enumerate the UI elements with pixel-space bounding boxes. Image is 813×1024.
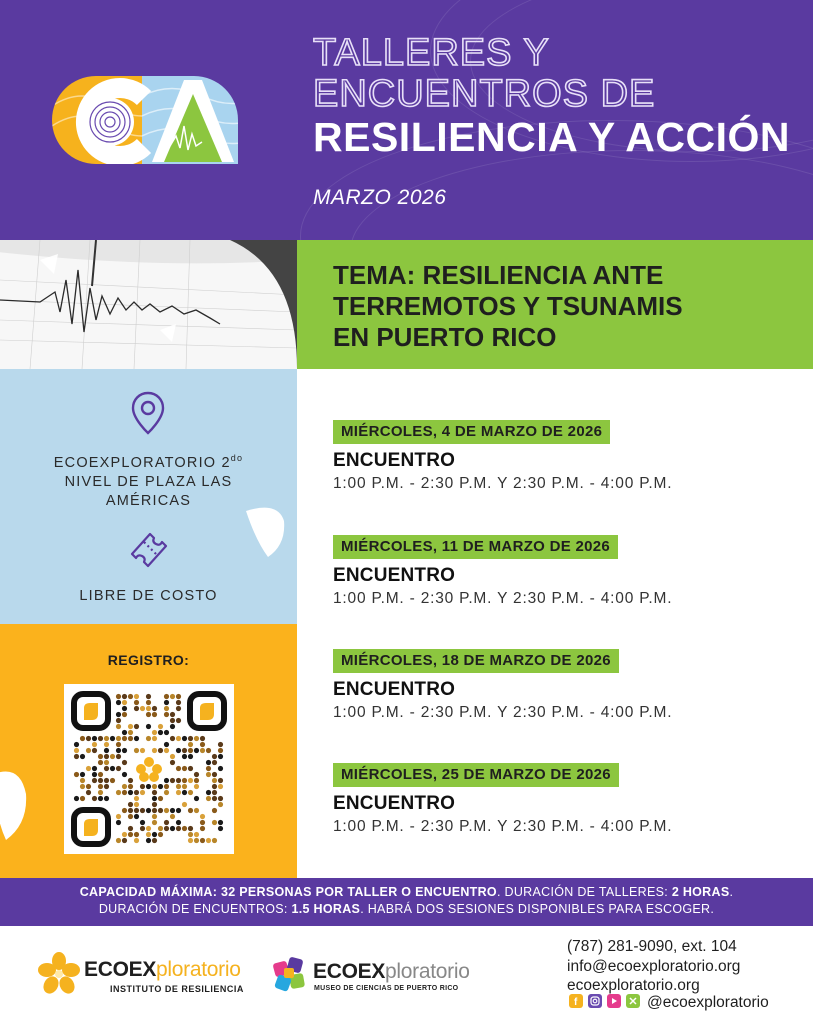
- qr-module: [86, 748, 91, 753]
- youtube-icon[interactable]: [607, 994, 621, 1008]
- qr-module: [206, 838, 211, 843]
- qr-module: [146, 712, 151, 717]
- qr-module: [182, 784, 187, 789]
- qr-module: [116, 748, 121, 753]
- qr-module: [146, 736, 151, 741]
- qr-module: [134, 808, 139, 813]
- location-line-1: ECOEXPLORATORIO $2^{do}$: [53, 453, 244, 471]
- qr-module: [182, 748, 187, 753]
- qr-module: [188, 736, 193, 741]
- qr-module: [188, 790, 193, 795]
- qr-module: [86, 784, 91, 789]
- qr-module: [206, 790, 211, 795]
- qr-module: [158, 784, 163, 789]
- qr-module: [122, 712, 127, 717]
- qr-center-logo: [134, 754, 164, 784]
- qr-module: [134, 700, 139, 705]
- qr-module: [122, 736, 127, 741]
- contact-website[interactable]: ecoexploratorio.org: [567, 977, 700, 994]
- qr-module: [188, 748, 193, 753]
- qr-module: [152, 820, 157, 825]
- qr-module: [188, 826, 193, 831]
- qr-module: [92, 736, 97, 741]
- qr-module: [128, 736, 133, 741]
- qr-module: [116, 694, 121, 699]
- qr-module: [158, 730, 163, 735]
- qr-module: [164, 712, 169, 717]
- qr-module: [146, 700, 151, 705]
- qr-module: [104, 784, 109, 789]
- qr-module: [134, 814, 139, 819]
- qr-module: [116, 700, 121, 705]
- qr-module: [80, 796, 85, 801]
- tema-title: [333, 260, 783, 353]
- session-2-date: MIÉRCOLES, 11 DE MARZO DE 2026: [333, 535, 618, 559]
- qr-module: [134, 694, 139, 699]
- qr-module: [176, 736, 181, 741]
- qr-module: [158, 748, 163, 753]
- qr-module: [122, 784, 127, 789]
- qr-module: [98, 790, 103, 795]
- qr-module: [152, 832, 157, 837]
- qr-module: [152, 706, 157, 711]
- qr-module: [92, 742, 97, 747]
- qr-module: [134, 796, 139, 801]
- qr-module: [80, 754, 85, 759]
- qr-module: [152, 730, 157, 735]
- qr-module: [116, 838, 121, 843]
- qr-module: [212, 784, 217, 789]
- qr-module: [188, 838, 193, 843]
- qr-module: [164, 778, 169, 783]
- session-2-time: 1:00 P.M. - 2:30 P.M. Y 2:30 P.M. - 4:00 P.M.: [333, 590, 673, 607]
- qr-module: [116, 712, 121, 717]
- qr-module: [212, 778, 217, 783]
- qr-module: [122, 832, 127, 837]
- qr-module: [152, 784, 157, 789]
- qr-module: [176, 790, 181, 795]
- qr-module: [134, 832, 139, 837]
- seismograph-illustration: [0, 240, 297, 369]
- qr-module: [74, 742, 79, 747]
- qr-module: [218, 802, 223, 807]
- qr-module: [170, 712, 175, 717]
- qr-module: [152, 712, 157, 717]
- qr-module: [104, 742, 109, 747]
- qr-module: [200, 742, 205, 747]
- session-3-type: ENCUENTRO: [333, 679, 456, 700]
- qr-module: [176, 694, 181, 699]
- qr-module: [140, 748, 145, 753]
- qr-module: [182, 754, 187, 759]
- qr-module: [74, 748, 79, 753]
- qr-module: [146, 808, 151, 813]
- qr-module: [92, 772, 97, 777]
- qr-module: [170, 808, 175, 813]
- qr-module: [122, 706, 127, 711]
- session-1-time: 1:00 P.M. - 2:30 P.M. Y 2:30 P.M. - 4:00 P.M.: [333, 475, 673, 492]
- qr-module: [128, 808, 133, 813]
- qr-module: [176, 778, 181, 783]
- qr-module: [80, 772, 85, 777]
- qr-module: [74, 796, 79, 801]
- tema-line-2: TERREMOTOS Y TSUNAMIS: [333, 291, 683, 321]
- qr-module: [146, 706, 151, 711]
- qr-module: [80, 784, 85, 789]
- qr-module: [140, 820, 145, 825]
- qr-module: [158, 808, 163, 813]
- qr-module: [92, 778, 97, 783]
- qr-module: [74, 754, 79, 759]
- qr-module: [98, 754, 103, 759]
- qr-module: [116, 790, 121, 795]
- qr-module: [86, 766, 91, 771]
- month-label: MARZO 2026: [313, 186, 447, 209]
- qr-module: [104, 748, 109, 753]
- contact-email[interactable]: info@ecoexploratorio.org: [567, 958, 741, 975]
- qr-module: [104, 778, 109, 783]
- facebook-icon[interactable]: [569, 994, 583, 1008]
- qr-module: [128, 790, 133, 795]
- logo-1-subtitle: INSTITUTO DE RESILIENCIA: [110, 984, 244, 994]
- qr-module: [152, 802, 157, 807]
- capacity-line-1: CAPACIDAD MÁXIMA: 32 PERSONAS POR TALLER O ENCUENTRO. DURACIÓN DE TALLERES: 2 HORAS.: [79, 885, 734, 899]
- qr-module: [134, 838, 139, 843]
- qr-module: [140, 706, 145, 711]
- qr-module: [122, 694, 127, 699]
- location-line-3: AMÉRICAS: [105, 492, 192, 509]
- qr-module: [200, 736, 205, 741]
- qr-module: [152, 736, 157, 741]
- qr-module: [158, 826, 163, 831]
- decorative-leaf: [238, 501, 288, 561]
- qr-module: [200, 748, 205, 753]
- qr-module: [164, 700, 169, 705]
- instagram-icon[interactable]: [588, 994, 602, 1008]
- session-1-date: MIÉRCOLES, 4 DE MARZO DE 2026: [333, 420, 610, 444]
- qr-module: [92, 796, 97, 801]
- session-4-type: ENCUENTRO: [333, 793, 456, 814]
- qr-module: [98, 796, 103, 801]
- qr-module: [212, 772, 217, 777]
- qr-module: [116, 766, 121, 771]
- qr-module: [194, 778, 199, 783]
- qr-module: [128, 694, 133, 699]
- qr-module: [134, 802, 139, 807]
- tema-line-1: TEMA: RESILIENCIA ANTE: [333, 260, 664, 290]
- qr-module: [182, 736, 187, 741]
- qr-module: [128, 784, 133, 789]
- qr-module: [98, 760, 103, 765]
- qr-code[interactable]: [64, 684, 234, 854]
- qr-module: [182, 778, 187, 783]
- qr-module: [194, 736, 199, 741]
- qr-module: [122, 730, 127, 735]
- qr-module: [164, 808, 169, 813]
- qr-module: [128, 724, 133, 729]
- qr-module: [212, 838, 217, 843]
- qr-module: [140, 808, 145, 813]
- qr-module: [146, 832, 151, 837]
- header-banner: [0, 0, 813, 240]
- qr-module: [164, 826, 169, 831]
- qr-module: [116, 736, 121, 741]
- qr-module: [104, 736, 109, 741]
- session-3-time: 1:00 P.M. - 2:30 P.M. Y 2:30 P.M. - 4:00 P.M.: [333, 704, 673, 721]
- tema-line-3: EN PUERTO RICO: [333, 322, 557, 352]
- qr-module: [104, 754, 109, 759]
- ca-logo: [52, 76, 238, 164]
- qr-module: [92, 766, 97, 771]
- qr-module: [194, 808, 199, 813]
- qr-module: [188, 832, 193, 837]
- qr-module: [176, 718, 181, 723]
- title-line-2: ENCUENTROS DE: [313, 73, 656, 115]
- qr-module: [134, 748, 139, 753]
- qr-module: [206, 772, 211, 777]
- qr-module: [122, 772, 127, 777]
- location-line-2: NIVEL DE PLAZA LAS: [64, 473, 233, 490]
- ticket-icon: [128, 530, 170, 570]
- qr-module: [200, 826, 205, 831]
- qr-module: [98, 736, 103, 741]
- qr-module: [98, 772, 103, 777]
- qr-module: [188, 742, 193, 747]
- qr-module: [218, 796, 223, 801]
- qr-module: [80, 736, 85, 741]
- qr-module: [116, 742, 121, 747]
- qr-module: [176, 784, 181, 789]
- qr-module: [212, 760, 217, 765]
- logo-2-subtitle: MUSEO DE CIENCIAS DE PUERTO RICO: [314, 985, 459, 992]
- qr-module: [218, 766, 223, 771]
- qr-module: [116, 724, 121, 729]
- qr-module: [86, 790, 91, 795]
- registration-panel: [0, 624, 297, 878]
- tema-band: [297, 240, 813, 369]
- qr-module: [218, 784, 223, 789]
- qr-module: [218, 820, 223, 825]
- session-4-time: 1:00 P.M. - 2:30 P.M. Y 2:30 P.M. - 4:00 P.M.: [333, 818, 673, 835]
- qr-module: [164, 748, 169, 753]
- qr-module: [194, 784, 199, 789]
- qr-module: [200, 838, 205, 843]
- qr-module: [170, 736, 175, 741]
- qr-module: [146, 826, 151, 831]
- qr-module: [212, 754, 217, 759]
- social-handle[interactable]: @ecoexploratorio: [647, 994, 769, 1011]
- session-3-date: MIÉRCOLES, 18 DE MARZO DE 2026: [333, 649, 619, 673]
- qr-module: [182, 790, 187, 795]
- qr-module: [164, 790, 169, 795]
- qr-module: [128, 778, 133, 783]
- qr-module: [170, 754, 175, 759]
- qr-module: [164, 820, 169, 825]
- title-line-1: TALLERES Y: [313, 32, 550, 74]
- qr-module: [152, 796, 157, 801]
- qr-module: [116, 820, 121, 825]
- qr-module: [182, 766, 187, 771]
- qr-module: [146, 784, 151, 789]
- qr-module: [206, 796, 211, 801]
- qr-module: [110, 754, 115, 759]
- qr-module: [86, 736, 91, 741]
- qr-module: [80, 778, 85, 783]
- qr-module: [194, 796, 199, 801]
- session-4-date: MIÉRCOLES, 25 DE MARZO DE 2026: [333, 763, 619, 787]
- qr-module: [194, 832, 199, 837]
- qr-module: [164, 706, 169, 711]
- museo-ecoexploratorio-logo: [270, 956, 310, 994]
- qr-module: [110, 766, 115, 771]
- info-panel: [0, 369, 297, 624]
- cost-text: LIBRE DE COSTO: [79, 588, 218, 604]
- qr-module: [152, 808, 157, 813]
- qr-module: [212, 820, 217, 825]
- qr-module: [110, 778, 115, 783]
- qr-module: [158, 724, 163, 729]
- qr-module: [104, 766, 109, 771]
- registration-label: REGISTRO:: [107, 652, 190, 668]
- qr-module: [98, 784, 103, 789]
- session-1-type: ENCUENTRO: [333, 450, 456, 471]
- qr-module: [134, 724, 139, 729]
- qr-module: [188, 754, 193, 759]
- qr-module: [170, 718, 175, 723]
- x-icon[interactable]: [626, 994, 640, 1008]
- qr-module: [164, 742, 169, 747]
- qr-module: [176, 766, 181, 771]
- qr-module: [128, 832, 133, 837]
- qr-module: [122, 700, 127, 705]
- qr-module: [200, 814, 205, 819]
- qr-module: [176, 826, 181, 831]
- contact-phone: (787) 281-9090, ext. 104: [567, 938, 737, 955]
- qr-module: [176, 748, 181, 753]
- qr-module: [194, 772, 199, 777]
- qr-module: [146, 694, 151, 699]
- qr-module: [128, 826, 133, 831]
- qr-module: [140, 826, 145, 831]
- qr-module: [176, 820, 181, 825]
- qr-module: [122, 808, 127, 813]
- qr-module: [158, 832, 163, 837]
- qr-module: [176, 706, 181, 711]
- capacity-line-2: DURACIÓN DE ENCUENTROS: 1.5 HORAS. HABRÁ DOS SESIONES DISPONIBLES PARA ESCOGER.: [98, 902, 715, 916]
- qr-module: [188, 808, 193, 813]
- qr-module: [206, 748, 211, 753]
- qr-module: [152, 838, 157, 843]
- qr-module: [212, 796, 217, 801]
- location-pin-icon: [131, 391, 165, 435]
- qr-module: [176, 700, 181, 705]
- qr-module: [218, 748, 223, 753]
- qr-module: [128, 814, 133, 819]
- qr-module: [134, 790, 139, 795]
- qr-module: [212, 790, 217, 795]
- qr-module: [194, 838, 199, 843]
- qr-module: [170, 724, 175, 729]
- qr-module: [164, 730, 169, 735]
- qr-module: [116, 754, 121, 759]
- qr-module: [104, 760, 109, 765]
- qr-module: [218, 754, 223, 759]
- title-line-3: RESILIENCIA Y ACCIÓN: [313, 114, 791, 160]
- session-2-type: ENCUENTRO: [333, 565, 456, 586]
- qr-module: [206, 766, 211, 771]
- qr-module: [164, 784, 169, 789]
- qr-module: [182, 826, 187, 831]
- qr-module: [152, 814, 157, 819]
- qr-module: [170, 694, 175, 699]
- ecoexploratorio-flower-logo: [38, 952, 80, 994]
- qr-module: [212, 808, 217, 813]
- qr-module: [98, 778, 103, 783]
- qr-module: [122, 760, 127, 765]
- qr-module: [170, 778, 175, 783]
- qr-module: [128, 730, 133, 735]
- qr-module: [218, 778, 223, 783]
- qr-module: [188, 766, 193, 771]
- qr-module: [92, 748, 97, 753]
- qr-module: [122, 790, 127, 795]
- qr-module: [140, 790, 145, 795]
- qr-module: [176, 808, 181, 813]
- qr-module: [110, 736, 115, 741]
- qr-module: [170, 760, 175, 765]
- qr-module: [122, 838, 127, 843]
- qr-module: [104, 796, 109, 801]
- qr-module: [158, 796, 163, 801]
- qr-module: [182, 802, 187, 807]
- qr-module: [170, 826, 175, 831]
- logo-2-name: ECOEXploratorio: [313, 960, 470, 983]
- qr-module: [206, 760, 211, 765]
- qr-module: [152, 748, 157, 753]
- qr-module: [164, 694, 169, 699]
- qr-module: [128, 802, 133, 807]
- qr-module: [74, 772, 79, 777]
- qr-module: [218, 742, 223, 747]
- qr-module: [152, 790, 157, 795]
- qr-module: [146, 724, 151, 729]
- capacity-band: [0, 878, 813, 926]
- seismograph-photo: [0, 240, 297, 369]
- decorative-leaf: [0, 764, 34, 844]
- svg-text:f: f: [574, 997, 578, 1008]
- qr-module: [140, 784, 145, 789]
- qr-module: [116, 718, 121, 723]
- qr-module: [134, 736, 139, 741]
- qr-module: [200, 820, 205, 825]
- qr-module: [116, 814, 121, 819]
- logo-1-name: ECOEXploratorio: [84, 958, 241, 981]
- qr-module: [134, 706, 139, 711]
- qr-module: [122, 748, 127, 753]
- qr-module: [218, 826, 223, 831]
- qr-module: [146, 838, 151, 843]
- qr-module: [188, 778, 193, 783]
- location-superscript: do: [230, 453, 244, 463]
- qr-module: [170, 814, 175, 819]
- qr-module: [194, 748, 199, 753]
